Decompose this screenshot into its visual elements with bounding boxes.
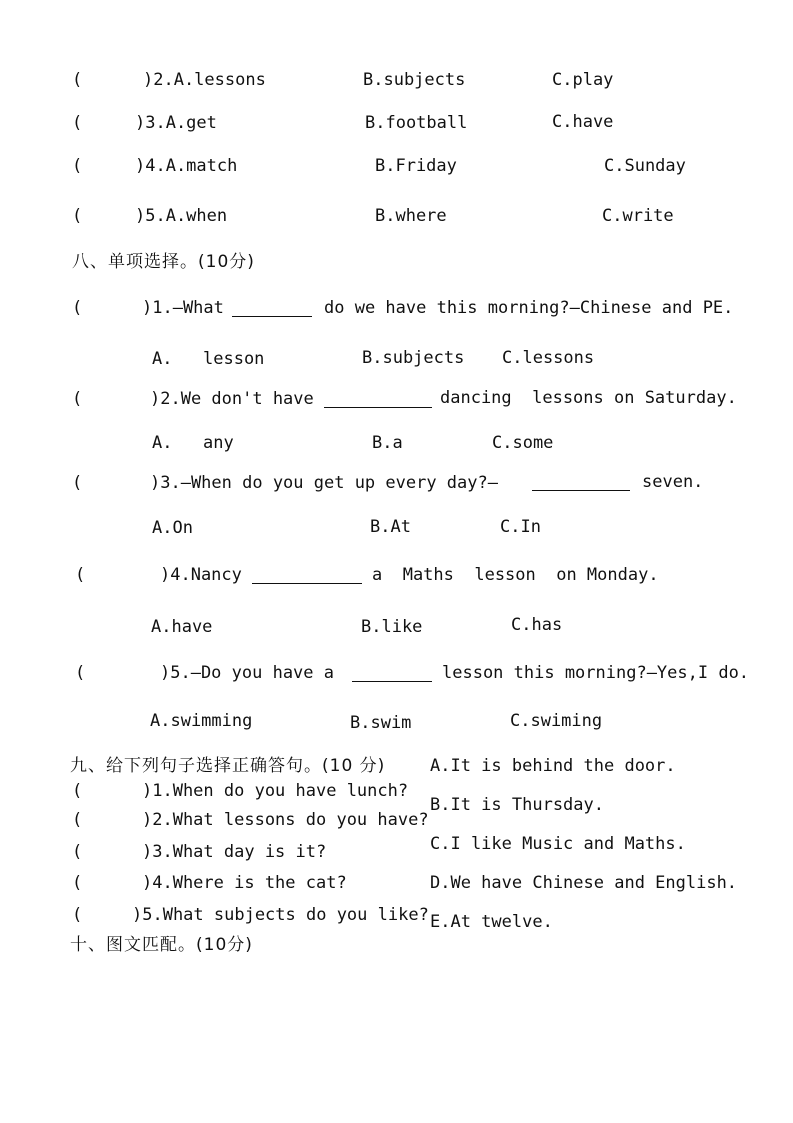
question-text: )3.—When do you get up every day?—: [150, 473, 498, 493]
option-a: )5.A.when: [135, 206, 228, 226]
question-text: dancing lessons on Saturday.: [440, 388, 737, 408]
answer-paren[interactable]: (: [75, 663, 86, 683]
option-b: B.subjects: [362, 348, 465, 368]
answer-paren[interactable]: (: [72, 473, 83, 493]
answer-paren[interactable]: (: [72, 781, 83, 801]
option-c: C.has: [511, 615, 563, 635]
answer-paren[interactable]: (: [72, 842, 83, 862]
option-b: B.subjects: [363, 70, 466, 90]
question-text: seven.: [642, 472, 704, 492]
option-a: )2.A.lessons: [143, 70, 266, 90]
fill-blank[interactable]: [352, 681, 432, 682]
match-question: )2.What lessons do you have?: [142, 810, 429, 830]
option-c: C.play: [552, 70, 614, 90]
option-a: A.: [152, 349, 173, 369]
answer-paren[interactable]: (: [72, 298, 83, 318]
match-answer: D.We have Chinese and English.: [430, 873, 738, 893]
option-c: C.swiming: [510, 711, 603, 731]
question-text: )1.—What: [142, 298, 224, 318]
option-b: B.Friday: [375, 156, 457, 176]
answer-paren[interactable]: (: [72, 873, 83, 893]
answer-paren[interactable]: (: [72, 389, 83, 409]
answer-paren[interactable]: (: [72, 810, 83, 830]
question-text: a Maths lesson on Monday.: [372, 565, 659, 585]
option-c: C.have: [552, 112, 614, 132]
answer-paren[interactable]: (: [72, 156, 83, 176]
option-a-text: lesson: [203, 349, 265, 369]
match-answer: B.It is Thursday.: [430, 795, 604, 815]
match-question: )4.Where is the cat?: [142, 873, 347, 893]
answer-paren[interactable]: (: [72, 70, 83, 90]
fill-blank[interactable]: [252, 583, 362, 584]
section-heading: 八、单项选择。(10分): [72, 252, 255, 272]
option-b: B.where: [375, 206, 447, 226]
answer-paren[interactable]: (: [72, 113, 83, 133]
answer-paren[interactable]: (: [72, 206, 83, 226]
question-text: lesson this morning?—Yes,I do.: [442, 663, 750, 683]
answer-paren[interactable]: (: [75, 565, 86, 585]
option-c: C.lessons: [502, 348, 595, 368]
option-a: A.: [152, 433, 173, 453]
option-b: B.At: [370, 517, 411, 537]
option-b: B.swim: [350, 713, 412, 733]
option-a: A.have: [151, 617, 213, 637]
option-c: C.some: [492, 433, 554, 453]
option-b: B.a: [372, 433, 403, 453]
option-a-text: any: [203, 433, 234, 453]
fill-blank[interactable]: [324, 407, 432, 408]
match-question: )3.What day is it?: [142, 842, 327, 862]
section-heading: 十、图文匹配。(10分): [70, 935, 253, 955]
match-answer: E.At twelve.: [430, 912, 553, 932]
option-a: A.swimming: [150, 711, 253, 731]
option-c: C.Sunday: [604, 156, 686, 176]
option-b: B.like: [361, 617, 423, 637]
match-question: )5.What subjects do you like?: [132, 905, 429, 925]
question-text: do we have this morning?—Chinese and PE.: [324, 298, 734, 318]
section-heading: 九、给下列句子选择正确答句。(10 分): [70, 756, 386, 776]
answer-paren[interactable]: (: [72, 905, 83, 925]
option-a: A.On: [152, 518, 193, 538]
option-c: C.write: [602, 206, 674, 226]
option-c: C.In: [500, 517, 541, 537]
match-answer: A.It is behind the door.: [430, 756, 676, 776]
match-answer: C.I like Music and Maths.: [430, 834, 686, 854]
question-text: )2.We don't have: [150, 389, 314, 409]
fill-blank[interactable]: [532, 490, 630, 491]
fill-blank[interactable]: [232, 316, 312, 317]
match-question: )1.When do you have lunch?: [142, 781, 409, 801]
option-a: )4.A.match: [135, 156, 238, 176]
question-text: )4.Nancy: [160, 565, 242, 585]
option-a: )3.A.get: [135, 113, 217, 133]
question-text: )5.—Do you have a: [160, 663, 334, 683]
option-b: B.football: [365, 113, 468, 133]
